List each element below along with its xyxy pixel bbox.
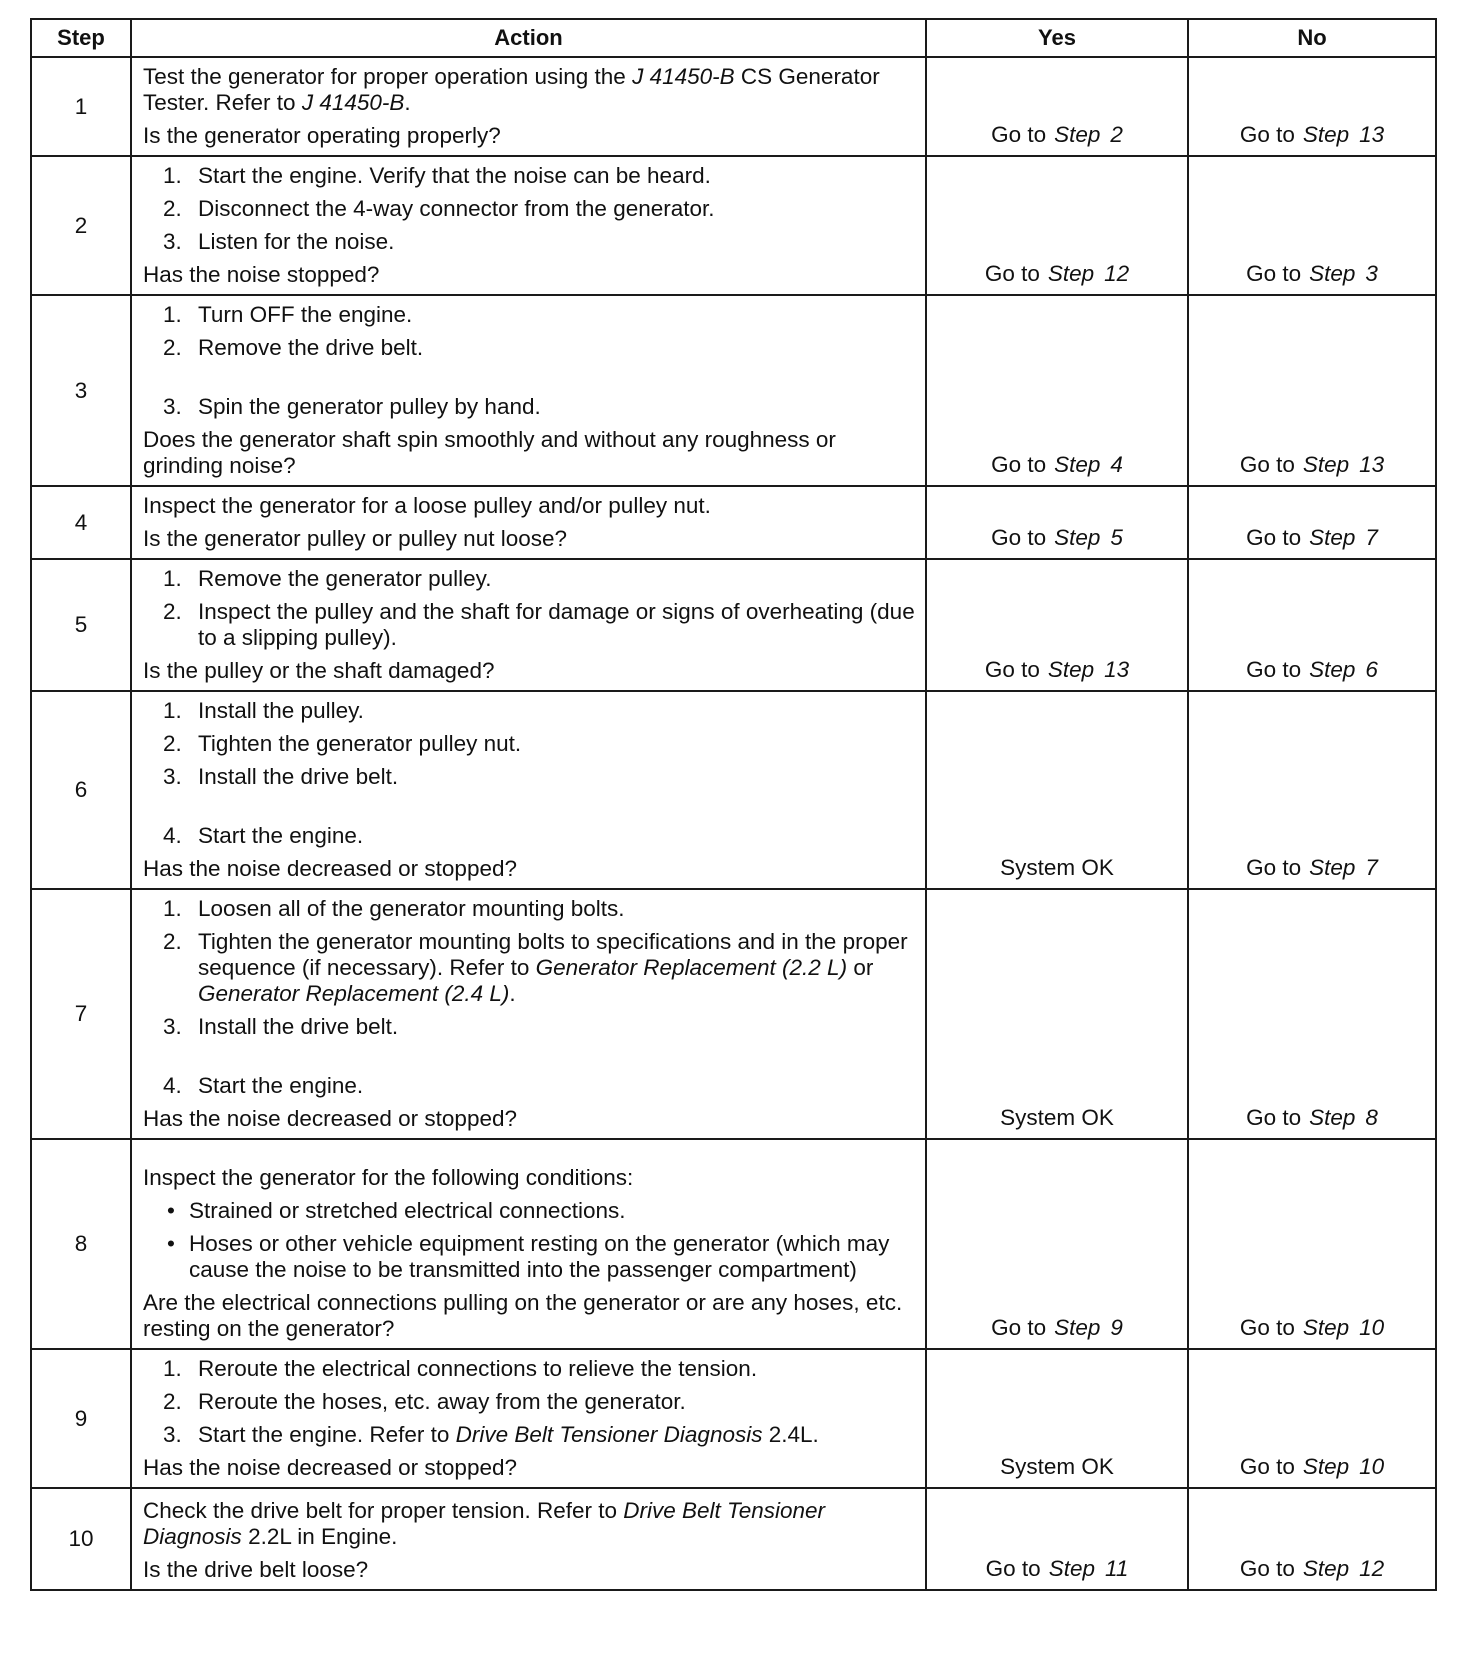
action-cell [131,1139,926,1349]
list-item: 3. Install the drive belt. [163,764,399,789]
table-row-step-2 [31,156,1436,295]
table-row-step-7 [31,889,1436,1139]
no-link[interactable]: Go to Step 3 [1188,156,1436,295]
no-link[interactable]: Go to Step 10 [1188,1139,1436,1349]
yes-link[interactable]: Go to Step 13 [926,559,1188,691]
action-intro: Test the generator for proper operation using the J 41450-B CS Generator Tester. Refer to J 41450-B. [143,64,880,115]
table-row-step-4 [31,486,1436,559]
list-item: 2. Disconnect the 4-way connector from the generator. [163,196,715,221]
action-question: Does the generator shaft spin smoothly and without any roughness or grinding noise? [143,427,836,478]
action-question: Is the generator pulley or pulley nut loose? [143,526,568,551]
action-question: Has the noise decreased or stopped? [143,1455,517,1480]
list-item: 2. Tighten the generator pulley nut. [163,731,522,756]
action-cell [131,486,926,559]
list-item: 2. Inspect the pulley and the shaft for damage or signs of overheating (due to a slipping pulley). [163,599,915,650]
list-item: 4. Start the engine. [163,823,364,848]
list-item: • Strained or stretched electrical connections. [167,1198,626,1223]
yes-link[interactable]: Go to Step 4 [926,295,1188,486]
header-step: Step [31,19,131,57]
list-item: 1. Remove the generator pulley. [163,566,492,591]
step-number: 5 [31,559,131,691]
yes-link[interactable]: Go to Step 11 [926,1488,1188,1590]
list-item: 1. Loosen all of the generator mounting bolts. [163,896,625,921]
header-action: Action [131,19,926,57]
no-link[interactable]: Go to Step 13 [1188,57,1436,156]
action-question: Has the noise decreased or stopped? [143,856,517,881]
table-row-step-3 [31,295,1436,486]
action-intro: Inspect the generator for a loose pulley and/or pulley nut. [143,493,711,518]
action-cell [131,691,926,889]
action-question: Are the electrical connections pulling on the generator or are any hoses, etc. resting on the generator? [143,1290,903,1341]
header-yes: Yes [926,19,1188,57]
list-item: 1. Install the pulley. [163,698,364,723]
action-list [143,1356,917,1448]
action-question: Is the pulley or the shaft damaged? [143,658,495,683]
table-row-step-6 [31,691,1436,889]
diagnostic-table [30,18,1437,1591]
list-item: 3. Install the drive belt. [163,1014,399,1039]
list-item: 2. Reroute the hoses, etc. away from the generator. [163,1389,686,1414]
no-link[interactable]: Go to Step 12 [1188,1488,1436,1590]
no-link[interactable]: Go to Step 13 [1188,295,1436,486]
action-list [143,896,917,1099]
no-link[interactable]: Go to Step 8 [1188,889,1436,1139]
list-item: 2. Remove the drive belt. [163,335,424,360]
list-item: 2. Tighten the generator mounting bolts to specifications and in the proper sequence (if necessary). Refer to Generator Replacement (2.2 L) or Generator Replacement (2.4 L). [163,929,908,1006]
no-link[interactable]: Go to Step 7 [1188,691,1436,889]
yes-link[interactable]: Go to Step 5 [926,486,1188,559]
action-cell [131,295,926,486]
table-row-step-8 [31,1139,1436,1349]
action-list [143,698,917,849]
yes-link[interactable]: Go to Step 2 [926,57,1188,156]
yes-link[interactable]: Go to Step 9 [926,1139,1188,1349]
list-item: • Hoses or other vehicle equipment resting on the generator (which may cause the noise to be transmitted into the passenger compartment) [167,1231,890,1282]
action-question: Is the generator operating properly? [143,123,501,148]
condition-list [143,1198,917,1283]
table-row-step-1 [31,57,1436,156]
step-number: 1 [31,57,131,156]
yes-link[interactable]: System OK [926,889,1188,1139]
step-number: 10 [31,1488,131,1590]
no-link[interactable]: Go to Step 7 [1188,486,1436,559]
action-cell [131,889,926,1139]
action-cell [131,1488,926,1590]
yes-link[interactable]: System OK [926,1349,1188,1488]
action-question: Has the noise stopped? [143,262,380,287]
action-cell [131,1349,926,1488]
action-intro: Check the drive belt for proper tension. Refer to Drive Belt Tensioner Diagnosis 2.2L in Engine. [143,1498,826,1549]
list-item: 3. Start the engine. Refer to Drive Belt Tensioner Diagnosis 2.4L. [163,1422,819,1447]
step-number: 6 [31,691,131,889]
no-link[interactable]: Go to Step 6 [1188,559,1436,691]
action-cell [131,559,926,691]
action-list [143,566,917,651]
header-no: No [1188,19,1436,57]
table-row-step-10 [31,1488,1436,1590]
action-cell [131,156,926,295]
action-question: Is the drive belt loose? [143,1557,369,1582]
step-number: 4 [31,486,131,559]
step-number: 2 [31,156,131,295]
step-number: 7 [31,889,131,1139]
table-header-row [31,19,1436,57]
list-item: 4. Start the engine. [163,1073,364,1098]
list-item: 1. Reroute the electrical connections to relieve the tension. [163,1356,758,1381]
yes-link[interactable]: System OK [926,691,1188,889]
list-item: 1. Start the engine. Verify that the noise can be heard. [163,163,711,188]
table-row-step-9 [31,1349,1436,1488]
step-number: 3 [31,295,131,486]
yes-link[interactable]: Go to Step 12 [926,156,1188,295]
table-row-step-5 [31,559,1436,691]
action-list [143,302,917,420]
no-link[interactable]: Go to Step 10 [1188,1349,1436,1488]
list-item: 3. Spin the generator pulley by hand. [163,394,541,419]
action-list [143,163,917,255]
list-item: 3. Listen for the noise. [163,229,395,254]
step-number: 8 [31,1139,131,1349]
action-cell [131,57,926,156]
action-question: Has the noise decreased or stopped? [143,1106,517,1131]
step-number: 9 [31,1349,131,1488]
action-intro: Inspect the generator for the following conditions: [143,1165,634,1190]
list-item: 1. Turn OFF the engine. [163,302,413,327]
